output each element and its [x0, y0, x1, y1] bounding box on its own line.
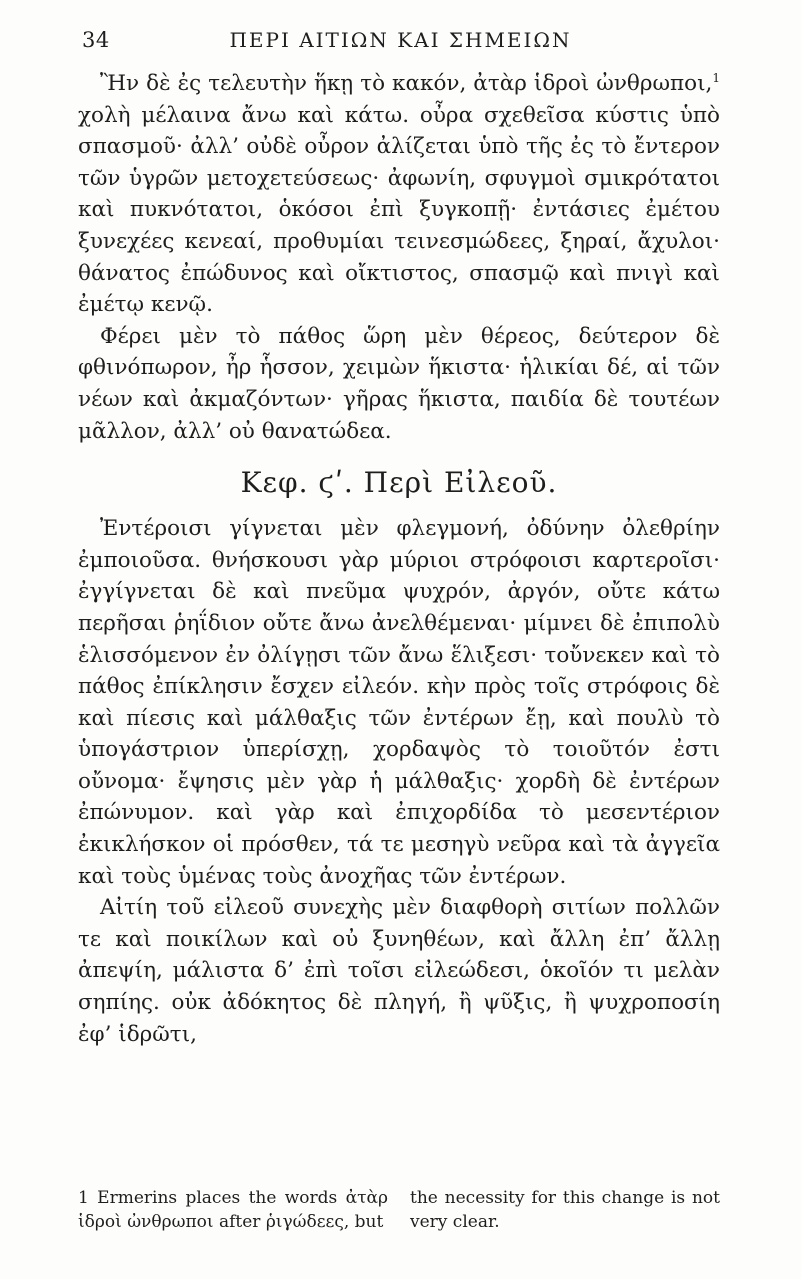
paragraph: Φέρει μὲν τὸ πάθος ὥρη μὲν θέρεος, δεύτερον δὲ φθινόπωρον, ἦρ ἧσσον, χειμὼν ἥκιστα· ἡλικίαι δέ, αἱ τῶν νέων καὶ ἀκμαζόντων· γῆρας ἥκιστα, παιδία δὲ τουτέων μᾶλλον, ἀλλ’ οὐ θανατώδεα. [78, 323, 720, 444]
paragraph-text: Ἢν δὲ ἐς τελευτὴν ἥκῃ τὸ κακόν, ἀτὰρ ἱδροὶ ὠνθρωποι, [100, 71, 713, 96]
chapter-heading: Κεφ. ϛʹ. Περὶ Εἰλεοῦ. [240, 466, 558, 500]
body-text [78, 68, 720, 1050]
running-title: ΠΕΡΙ ΑΙΤΙΩΝ ΚΑΙ ΣΗΜΕΙΩΝ [229, 28, 572, 52]
footnotes [78, 1186, 720, 1234]
paragraph-text: χολὴ μέλαινα ἄνω καὶ κάτω. οὖρα σχεθεῖσα κύστις ὑπὸ σπασμοῦ· ἀλλ’ οὐδὲ οὖρον ἀλίζεται ὑπὸ τῆς ἐς τὸ ἔντερον τῶν ὑγρῶν μετοχετεύσεως· ἀφωνίη, σφυγμοὶ σμικρότατοι καὶ πυκνότατοι, ὁκόσοι ἐπὶ ξυγκοπῇ· ἐντάσιες ἐμέτου ξυνεχέες κενεαί, προθυμίαι τεινεσμώδεες, ξηραί, ἄχυλοι· θάνατος ἐπώδυνος καὶ οἴκτιστος, σπασμῷ καὶ πνιγὶ καὶ ἐμέτῳ κενῷ. [78, 102, 720, 318]
footnote-column: the necessity for this change is not very clear. [410, 1188, 720, 1232]
footnote-column: 1 Ermerins places the words ἀτὰρ ἱδροὶ ὠνθρωποι after ῥιγώδεες, but [78, 1188, 388, 1232]
footnote-marker: 1 [712, 70, 720, 85]
paragraph: Ἐντέροισι γίγνεται μὲν φλεγμονή, ὀδύνην ὀλεθρίην ἐμποιοῦσα. θνήσκουσι γὰρ μύριοι στρόφοισι καρτεροῖσι· ἐγγίγνεται δὲ καὶ πνεῦμα ψυχρόν, ἀργόν, οὔτε κάτω περῆσαι ῥηΐδιον οὔτε ἄνω ἀνελθέμεναι· μίμνει δὲ ἐπιπολὺ ἑλισσόμενον ἐν ὀλίγῃσι τῶν ἄνω ἕλιξεσι· τοὔνεκεν καὶ τὸ πάθος ἐπίκλησιν ἔσχεν εἰλεόν. κὴν πρὸς τοῖς στρόφοις δὲ καὶ πίεσις καὶ μάλθαξις τῶν ἐντέρων ἔῃ, καὶ πουλὺ τὸ ὑπογάστριον ὑπερίσχῃ, χορδαψὸς τὸ τοιοῦτόν ἐστι οὔνομα· ἔψησις μὲν γὰρ ἡ μάλθαξις· χορδὴ δὲ ἐντέρων ἐπώνυμον. καὶ γὰρ καὶ ἐπιχορδίδα τὸ μεσεντέριον ἐκικλήσκον οἱ πρόσθεν, τά τε μεσηγὺ νεῦρα καὶ τὰ ἀγγεῖα καὶ τοὺς ὑμένας τοὺς ἀνοχῆας τῶν ἐντέρων. [78, 516, 720, 889]
page-number: 34 [82, 28, 110, 52]
paragraph: Αἰτίη τοῦ εἰλεοῦ συνεχὴς μὲν διαφθορὴ σιτίων πολλῶν τε καὶ ποικίλων καὶ οὐ ξυνηθέων, καὶ ἄλλη ἐπ’ ἄλλῃ ἀπεψίη, μάλιστα δ’ ἐπὶ τοῖσι εἰλεώδεσι, ὁκοῖόν τι μελὰν σηπίης. οὐκ ἀδόκητος δὲ πληγή, ἢ ψῦξις, ἢ ψυχροποσίη ἐφ’ ἱδρῶτι, [78, 895, 720, 1047]
running-head [82, 28, 719, 58]
paragraph [78, 68, 720, 321]
